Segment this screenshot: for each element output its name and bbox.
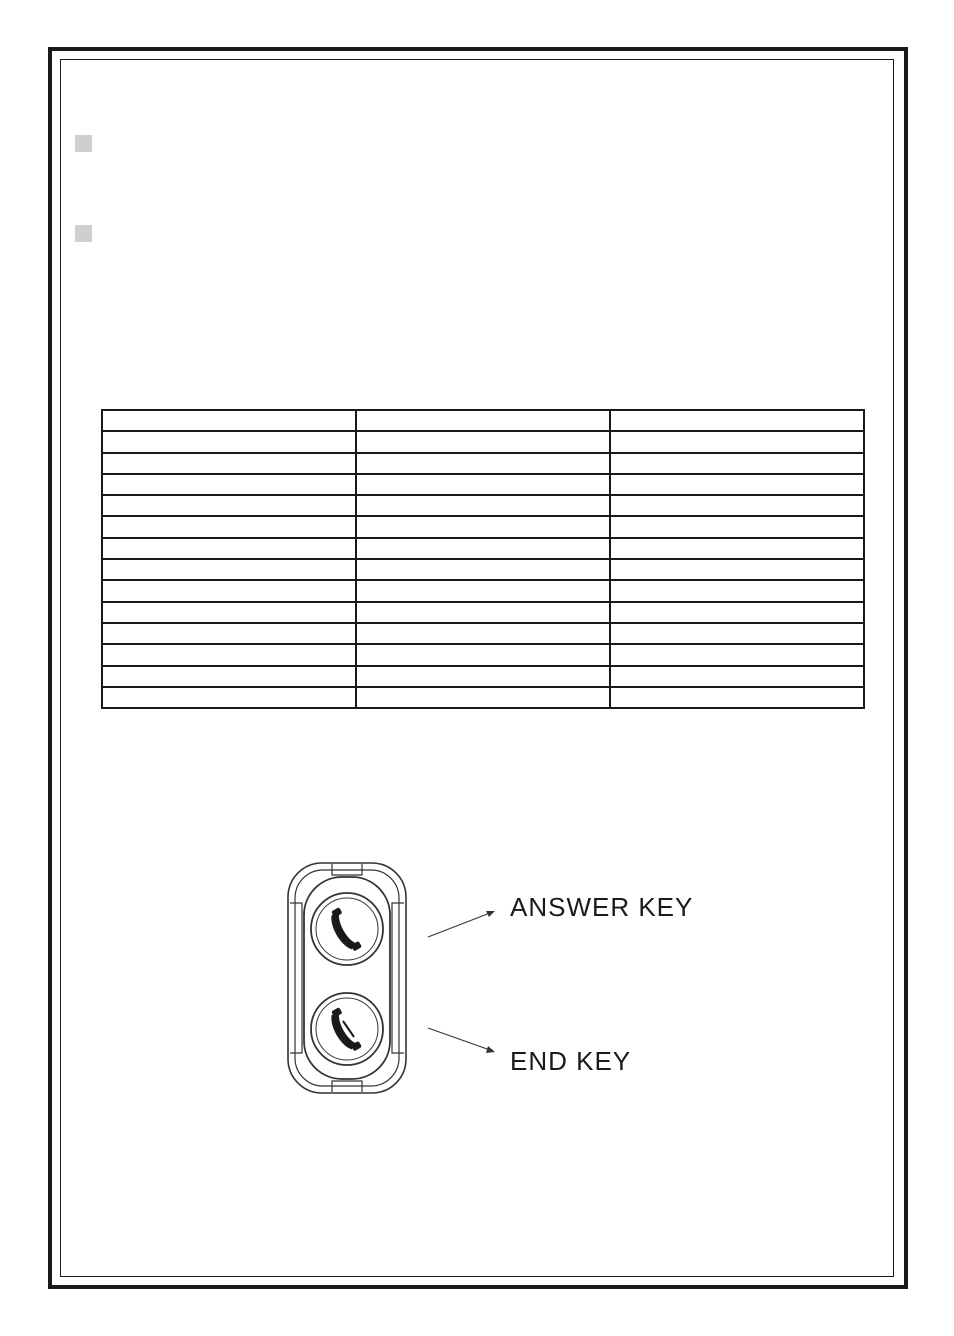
table-cell xyxy=(102,666,356,687)
phone-answer-icon xyxy=(325,907,362,955)
table-row xyxy=(102,410,864,431)
table-cell xyxy=(610,623,864,644)
phone-end-icon xyxy=(325,1007,362,1055)
table-cell xyxy=(102,602,356,623)
table-cell xyxy=(102,644,356,665)
table-row xyxy=(102,623,864,644)
table-row xyxy=(102,666,864,687)
table-cell xyxy=(356,516,610,537)
table-cell xyxy=(610,644,864,665)
table-cell xyxy=(102,410,356,431)
table-cell xyxy=(610,431,864,452)
table-cell xyxy=(610,516,864,537)
table-cell xyxy=(610,580,864,601)
answer-key-label: ANSWER KEY xyxy=(510,892,694,922)
table-row xyxy=(102,559,864,580)
remote-grip-right xyxy=(392,903,404,1053)
table-cell xyxy=(610,666,864,687)
remote-housing-inner xyxy=(295,870,399,1086)
table-cell xyxy=(610,559,864,580)
remote-grip-left xyxy=(290,903,302,1053)
table-cell xyxy=(102,516,356,537)
table-cell xyxy=(356,687,610,708)
section-bullet-2 xyxy=(75,225,92,242)
table-cell xyxy=(356,602,610,623)
table-row xyxy=(102,538,864,559)
table-cell xyxy=(610,602,864,623)
table-row xyxy=(102,474,864,495)
table-cell xyxy=(102,495,356,516)
table-cell xyxy=(356,495,610,516)
table-cell xyxy=(610,687,864,708)
table-row xyxy=(102,580,864,601)
table-cell xyxy=(610,495,864,516)
table-cell xyxy=(356,453,610,474)
table-cell xyxy=(356,623,610,644)
table-cell xyxy=(356,474,610,495)
table-cell xyxy=(102,559,356,580)
end-key-button xyxy=(311,993,383,1065)
table-cell xyxy=(102,431,356,452)
table-cell xyxy=(610,410,864,431)
table-cell xyxy=(610,474,864,495)
table-cell xyxy=(356,538,610,559)
answer-pointer-line xyxy=(428,913,490,937)
table-cell xyxy=(102,580,356,601)
table-row xyxy=(102,495,864,516)
table-cell xyxy=(102,538,356,559)
table-cell xyxy=(102,453,356,474)
table-cell xyxy=(610,453,864,474)
table-row xyxy=(102,453,864,474)
spec-table xyxy=(101,409,865,709)
section-bullet-1 xyxy=(75,135,92,152)
table-cell xyxy=(356,644,610,665)
table-cell xyxy=(356,666,610,687)
table-row xyxy=(102,431,864,452)
table-cell xyxy=(610,538,864,559)
table-cell xyxy=(102,687,356,708)
table-row xyxy=(102,644,864,665)
end-pointer-line xyxy=(428,1028,490,1050)
table-cell xyxy=(102,474,356,495)
table-cell xyxy=(356,580,610,601)
end-key-label: END KEY xyxy=(510,1046,632,1076)
table-row xyxy=(102,516,864,537)
table-row xyxy=(102,687,864,708)
table-row xyxy=(102,602,864,623)
table-cell xyxy=(356,431,610,452)
table-cell xyxy=(356,410,610,431)
answer-key-button xyxy=(311,893,383,965)
end-pointer-arrow xyxy=(486,1046,495,1053)
table-cell xyxy=(356,559,610,580)
table-cell xyxy=(102,623,356,644)
